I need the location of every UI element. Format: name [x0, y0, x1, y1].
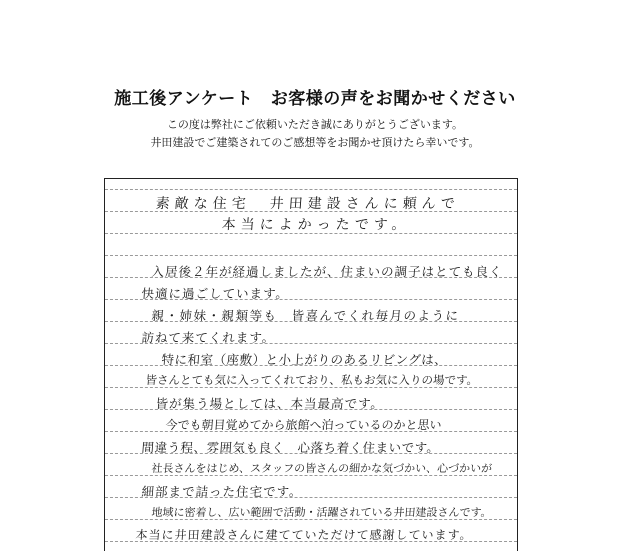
comment-line-12: 社長さんをはじめ、スタッフの皆さんの細かな気づかい、心づかいが [151, 462, 493, 475]
comment-line-9: 皆が集う場としては、本当最高です。 [155, 396, 385, 411]
ruled-line [105, 189, 517, 190]
comment-line-1: 素敵な住宅 井田建設さんに頼んで [155, 196, 461, 212]
comment-sheet [104, 178, 518, 551]
page-title: 施工後アンケート お客様の声をお聞かせください [114, 89, 516, 109]
comment-line-5: 親・姉妹・親類等も 皆喜んでくれ毎月のように [151, 308, 461, 323]
comment-line-10: 今でも朝目覚めてから旅館へ泊っているのかと思い [165, 418, 443, 432]
ruled-line [105, 255, 517, 256]
comment-line-15: 本当に井田建設さんに建てていただけて感謝しています。 [135, 528, 474, 542]
intro-line-1: この度は弊社にご依頼いただき誠にありがとうございます。 [166, 118, 464, 131]
comment-line-4: 快適に過ごしています。 [141, 286, 290, 301]
comment-line-6: 訪ねて来てくれます。 [141, 330, 276, 345]
comment-line-11: 間違う程、雰囲気も良く 心落ち着く住まいです。 [141, 440, 441, 455]
comment-line-13: 細部まで詰った住宅です。 [141, 484, 304, 499]
comment-line-3: 入居後２年が経過しましたが、住まいの調子はとても良く [151, 264, 504, 279]
intro-line-2: 井田建設でご建築されてのご感想等をお聞かせ頂けたら幸いです。 [150, 136, 480, 149]
comment-line-2: 本当によかったです。 [221, 217, 412, 233]
comment-line-7: 特に和室（座敷）と小上がりのあるリビングは、 [161, 352, 448, 367]
comment-line-8: 皆さんとても気に入ってくれており、私もお気に入りの場です。 [145, 373, 479, 387]
comment-line-14: 地域に密着し、広い範囲で活動・活躍されている井田建設さんです。 [151, 506, 493, 519]
